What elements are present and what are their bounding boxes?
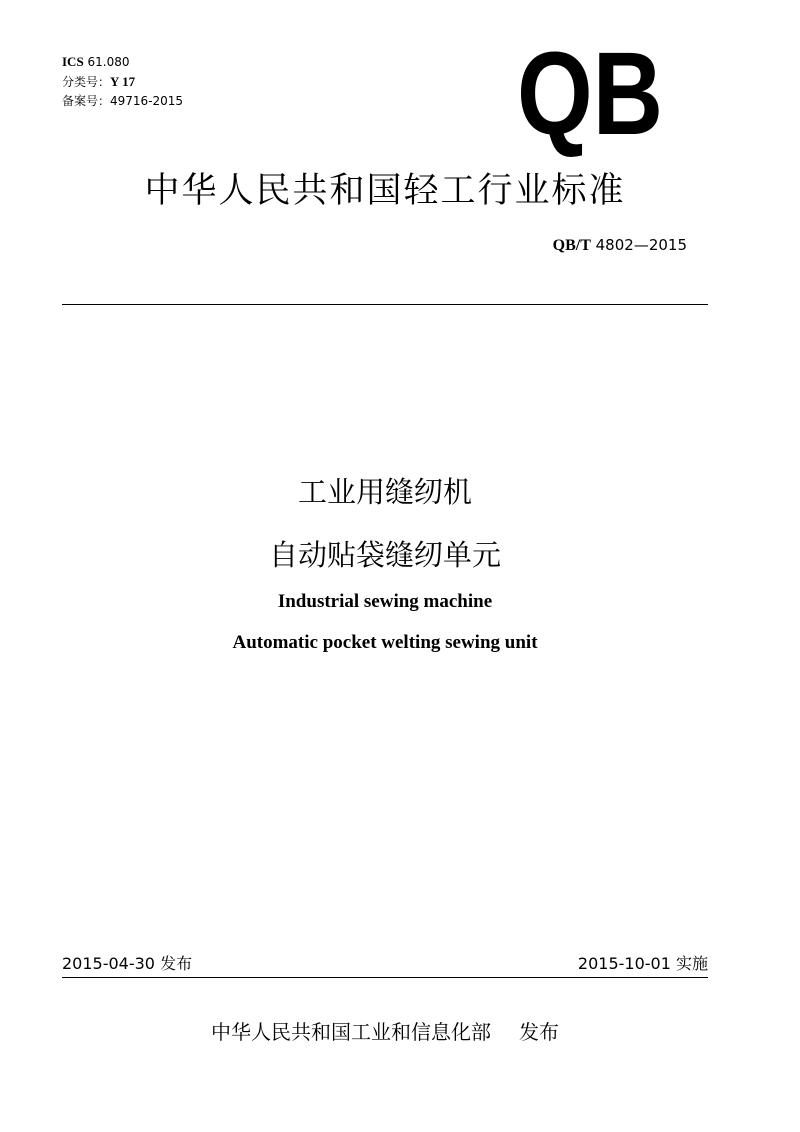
title-en-line1: Industrial sewing machine	[277, 591, 493, 612]
classification-value: Y 17	[110, 74, 136, 89]
standard-category-title: 中华人民共和国轻工行业标准	[144, 171, 626, 211]
title-cn-line2: 自动贴袋缝纫单元	[268, 538, 501, 572]
standard-code	[553, 236, 687, 255]
issuer-action: 发布	[519, 1020, 559, 1044]
record-row	[62, 92, 183, 111]
bottom-divider	[62, 977, 708, 978]
standard-code-number: 4802—2015	[595, 236, 687, 254]
standard-code-prefix: QB/T	[552, 237, 591, 254]
classification-label: 分类号：	[62, 75, 111, 89]
record-value: 49716-2015	[110, 94, 184, 108]
qb-logo	[516, 28, 664, 160]
top-divider	[62, 304, 708, 305]
title-en-line2: Automatic pocket welting sewing unit	[232, 632, 538, 653]
effective-date: 2015-10-01 实施	[577, 954, 708, 973]
ics-row	[62, 52, 183, 72]
document-metadata	[62, 52, 183, 111]
ics-value: 61.080	[87, 55, 130, 69]
record-label: 备案号：	[62, 94, 111, 108]
publish-date: 2015-04-30 发布	[62, 954, 193, 973]
issuer	[0, 1016, 770, 1045]
ics-label: ICS	[62, 54, 84, 69]
classification-row	[62, 72, 183, 92]
qb-logo-text: QB	[517, 28, 663, 160]
issuer-name: 中华人民共和国工业和信息化部	[211, 1020, 491, 1044]
title-cn-line1: 工业用缝纫机	[297, 475, 472, 509]
